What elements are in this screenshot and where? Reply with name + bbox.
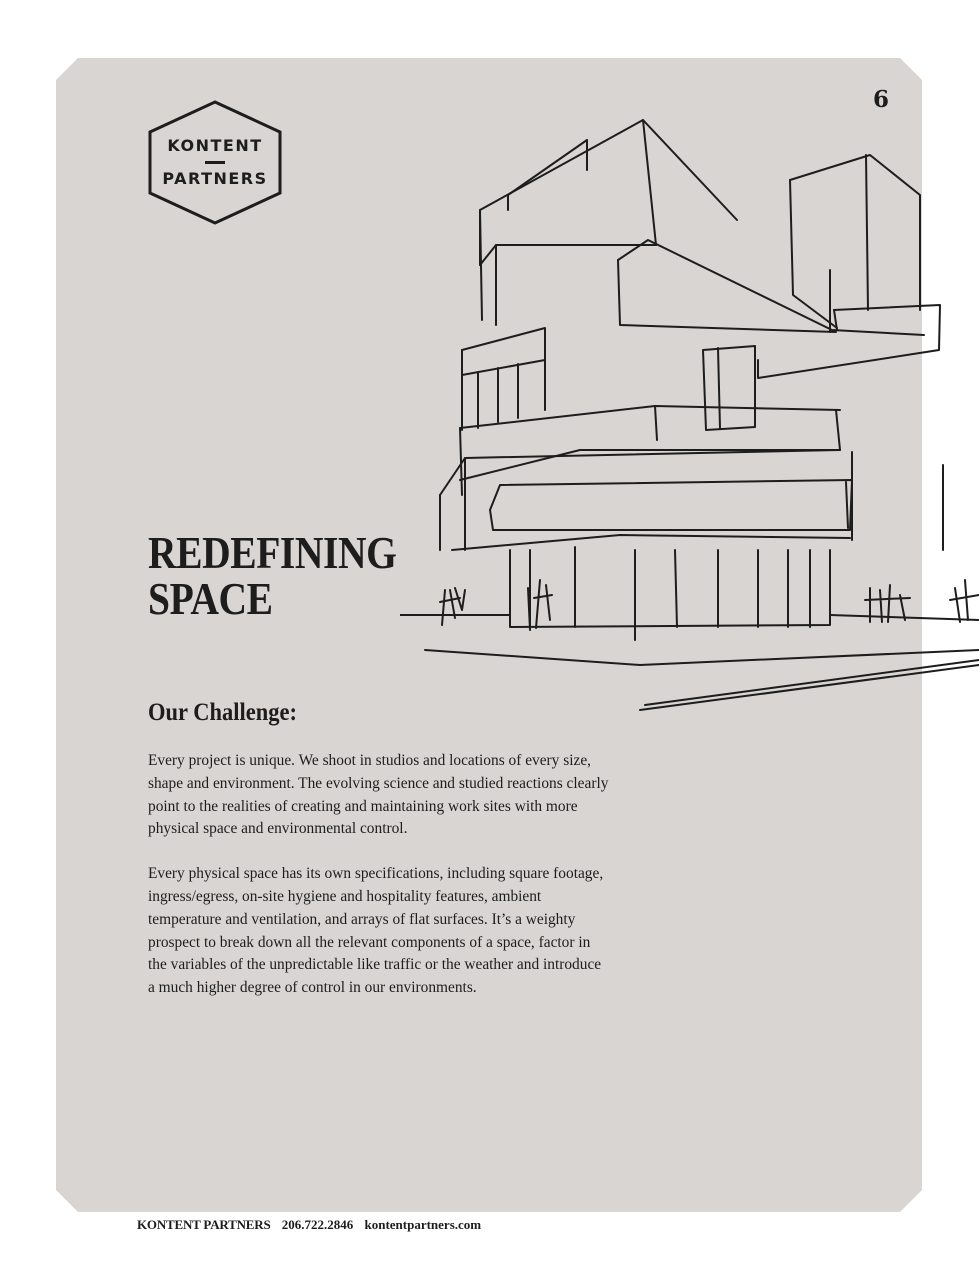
page-number: 6 xyxy=(872,86,889,113)
body-paragraph-1: Every project is unique. We shoot in studios and locations of every size, shape and environment. The evolving science and studied reactions clearly point to the realities of creating and maintaining work sites with more physical space and environmental control. xyxy=(148,752,609,838)
company-logo xyxy=(148,100,282,225)
page-title xyxy=(148,527,397,624)
title-line2: SPACE xyxy=(148,573,273,624)
title-line1: REDEFINING xyxy=(148,527,397,578)
logo-text-line1: KONTENT xyxy=(167,136,263,155)
footer-website-link[interactable]: kontentpartners.com xyxy=(364,1217,482,1232)
logo-divider xyxy=(205,161,225,164)
page-footer xyxy=(137,1217,481,1233)
footer-company: KONTENT PARTNERS xyxy=(137,1217,271,1232)
section-body xyxy=(148,750,668,1022)
logo-text-line2: PARTNERS xyxy=(162,169,268,188)
body-paragraph-2: Every physical space has its own specifications, including square footage, ingress/egress, on-site hygiene and hospitality features, ambient temperature and ventilation, and arrays of flat surfaces. It’s a weighty prospect to break down all the relevant components of a space, factor in the variables of the unpredictable like traffic or the weather and introduce a much higher degree of control in our environments. xyxy=(148,865,604,997)
section-title: Our Challenge: xyxy=(148,699,297,726)
building-sketch-icon xyxy=(400,110,979,720)
footer-phone[interactable]: 206.722.2846 xyxy=(281,1217,354,1232)
